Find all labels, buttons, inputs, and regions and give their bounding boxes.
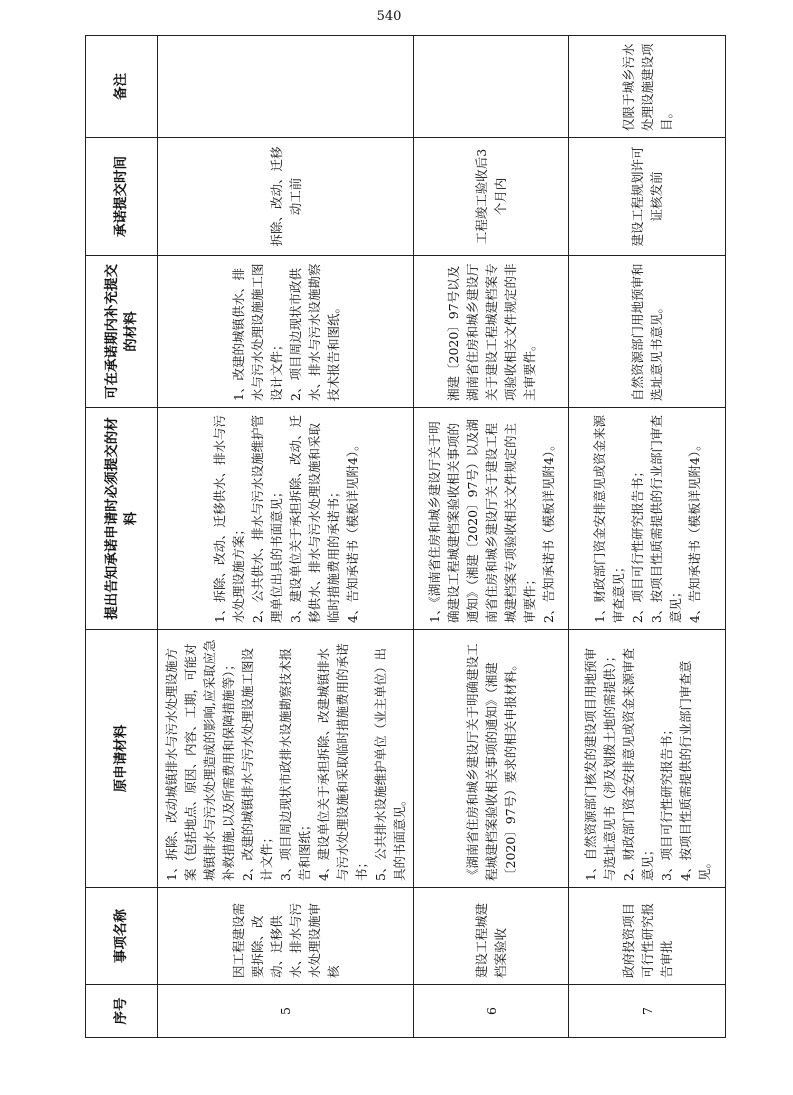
row-5-original-item: 5、公共排水设施维护单位（业主单位）出具的书面意见。 xyxy=(373,648,407,881)
row-5-submit-item: 3、建设单位关于承担拆除、改动、迁移供水、排水与污水处理设施和采取临时措施费用的承诺书； xyxy=(287,415,341,623)
table-row xyxy=(569,36,726,1038)
row-6-submit-item: 2、告知承诺书（模板详见附4）。 xyxy=(540,438,556,623)
row-6-no: 6 xyxy=(414,985,569,1038)
row-6-supplement xyxy=(414,256,569,408)
row-5-supplement-item: 1、改建的城镇供水、排水与污水处理设施施工图设计文件； xyxy=(230,263,284,401)
row-7-submit-item: 2、项目可行性研究报告书； xyxy=(630,465,645,623)
header-remark: 备注 xyxy=(86,36,158,138)
row-7-original-item: 3、项目可行性研究报告书； xyxy=(658,723,674,881)
row-5-original-item: 1、拆除、改动城镇排水与污水处理设施方案（包括地点、原因、内容、工期，可能对城镇排水与污水处理造成的影响,应采取应急补救措施,以及所需费用和保障措施等）； xyxy=(164,639,236,881)
row-5-original-item: 2、改建的城镇排水与污水处理设施工图设计文件； xyxy=(240,648,274,881)
row-7-submit xyxy=(569,408,726,630)
row-7-original-item: 2、财政部门资金安排意见或资金来源审查意见； xyxy=(620,648,655,881)
row-7-supplement-item: 自然资源部门用地预审和选址意见书意见。 xyxy=(630,263,664,401)
row-5-remark xyxy=(158,36,414,138)
row-7-submit-item: 3、按项目性质需提供的行业部门审查意见； xyxy=(649,415,683,623)
row-7-submit-item: 1、财政部门资金安排意见或资金来源审查意见； xyxy=(592,415,626,623)
table-row xyxy=(158,36,414,1038)
approval-table xyxy=(85,35,726,1038)
row-6-submit-item: 1、《湖南省住房和城乡建设厅关于明确建设工程城建档案验收相关事项的通知》（湘建〔2020〕97号）以及湖南省住房和城乡建设厅关于建设工程城建档案专项验收相关文件规定的主审要件； xyxy=(426,419,537,623)
row-7-supplement xyxy=(569,256,726,408)
header-original: 原申请材料 xyxy=(86,630,158,888)
row-5-submit-item: 4、告知承诺书（模板详见附4）。 xyxy=(344,438,360,623)
row-5-supplement xyxy=(158,256,414,408)
row-7-original-item: 4、按项目性质需提供的行业部门审查意见。 xyxy=(677,660,712,881)
row-5-submit-item: 1、拆除、改动、迁移供水、排水与污水处理设施方案； xyxy=(211,415,246,623)
row-7-original xyxy=(569,630,726,888)
header-time: 承诺提交时间 xyxy=(86,138,158,256)
row-7-time: 建设工程规划许可证核发前 xyxy=(569,138,726,256)
row-7-no: 7 xyxy=(569,985,726,1038)
row-5-name: 因工程建设需要拆除、改动、迁移供水、排水与污水处理设施审核 xyxy=(158,888,414,985)
row-5-submit-item: 2、公共供水、排水与污水设施维护管理单位出具的书面意见； xyxy=(249,415,284,623)
row-6-original xyxy=(414,630,569,888)
page-number: 540 xyxy=(376,9,402,24)
row-7-name: 政府投资项目可行性研究报告审批 xyxy=(569,888,726,985)
row-5-original-item: 3、项目周边现状市政排水设施勘察技术报告和图纸； xyxy=(278,648,312,881)
row-6-remark xyxy=(414,36,569,138)
row-5-supplement-item: 2、项目周边现状市政供水、排水与污水设施勘察技术报告和图纸。 xyxy=(287,263,341,401)
row-6-name: 建设工程城建档案验收 xyxy=(414,888,569,985)
row-6-submit xyxy=(414,408,569,630)
row-5-original xyxy=(158,630,414,888)
row-5-submit xyxy=(158,408,414,630)
row-6-time: 工程竣工验收后3个月内 xyxy=(414,138,569,256)
row-7-original-item: 1、自然资源部门核发的建设项目用地预审与选址意见书（涉及划拨土地的需提供）； xyxy=(582,648,617,881)
table-header-row xyxy=(86,36,158,1038)
table-row xyxy=(414,36,569,1038)
header-no: 序号 xyxy=(86,985,158,1038)
row-7-remark: 仅限于城乡污水处理设施建设项目。 xyxy=(569,36,726,138)
row-5-time: 拆除、改动、迁移动工前 xyxy=(158,138,414,256)
row-7-submit-item: 4、告知承诺书（模板详见附4）。 xyxy=(687,438,702,623)
row-5-no: 5 xyxy=(158,985,414,1038)
header-submit: 提出告知承诺申请时必须提交的材料 xyxy=(86,408,158,630)
row-5-original-item: 4、建设单位关于承担拆除、改建城镇排水与污水处理设施和采取临时措施费用的承诺书； xyxy=(316,643,369,881)
header-name: 事项名称 xyxy=(86,888,158,985)
header-supplement: 可在承诺期内补充提交的材料 xyxy=(86,256,158,408)
row-6-supplement-item: 湘建〔2020〕97号以及湖南省住房和城乡建设厅关于建设工程城建档案专项验收相关文件规定的非主审要件。 xyxy=(445,263,537,401)
row-6-original-item: 《湖南省住房和城乡建设厅关于明确建设工程城建档案验收相关事项的通知》（湘建〔2020〕97号）要求的相关申报材料。 xyxy=(464,643,518,881)
